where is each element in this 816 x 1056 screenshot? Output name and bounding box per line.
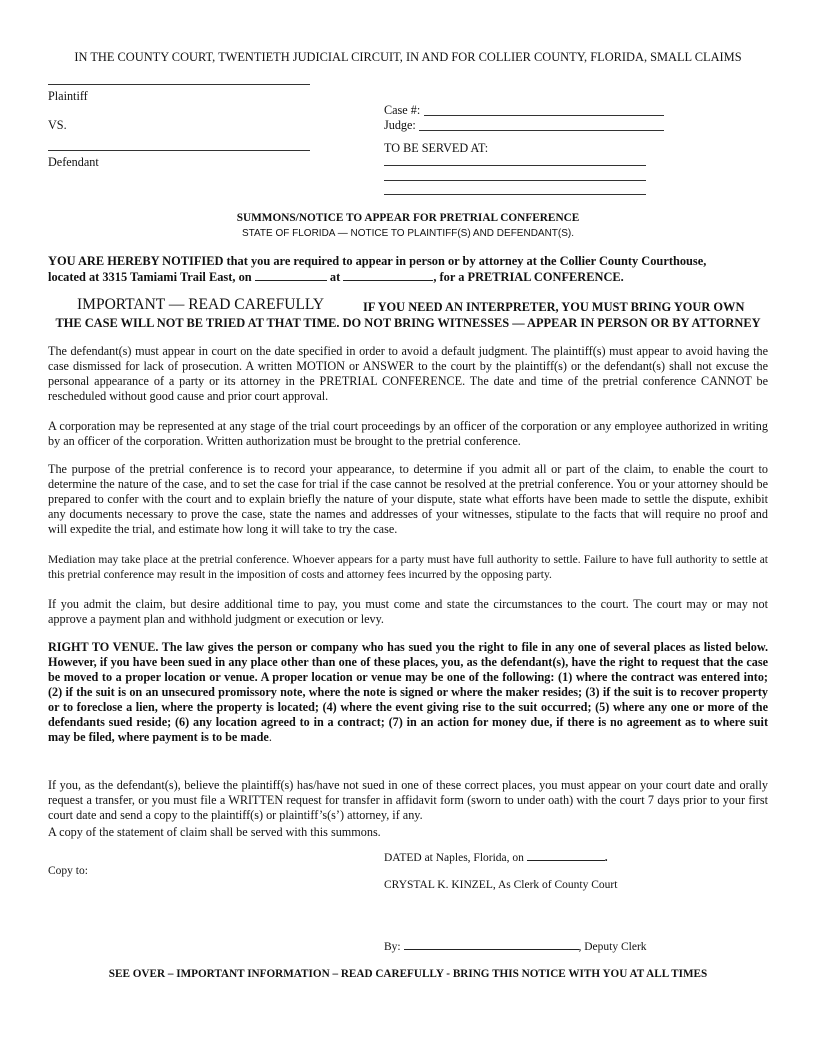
plaintiff-line[interactable] — [48, 84, 310, 85]
defendant-line[interactable] — [48, 150, 310, 151]
paragraph-corporation: A corporation may be represented at any stage of the trial court proceedings by an officer of the corporation or any employee authorized in writing by an officer of the corporation. Written authorization must be brought to the pretrial conference. — [48, 419, 768, 448]
conference-date-field[interactable] — [255, 269, 327, 281]
case-number-field[interactable] — [424, 115, 664, 116]
paragraph-transfer: If you, as the defendant(s), believe the plaintiff(s) has/have not sued in one of these correct places, you must appear on your court date and orally request a transfer, or you must file a WRITTEN request for transfer in affidavit form (sworn to under oath) with the court 7 days prior to your first court date and send a copy to the plaintiff(s) or plaintiff’s(s’) attorney, if any. — [48, 778, 768, 822]
document-subtitle: STATE OF FLORIDA — NOTICE TO PLAINTIFF(S) AND DEFENDANT(S). — [241, 228, 575, 239]
notice-line-2 — [48, 269, 624, 285]
dated-line — [384, 849, 608, 866]
no-trial-notice: THE CASE WILL NOT BE TRIED AT THAT TIME. DO NOT BRING WITNESSES — APPEAR IN PERSON OR BY ATTORNEY — [55, 316, 761, 330]
notice-location: located at 3315 Tamiami Trail East, on — [48, 270, 252, 284]
deputy-signature-field[interactable] — [404, 938, 579, 950]
case-number-label: Case #: — [384, 103, 421, 117]
paragraph-mediation: Mediation may take place at the pretrial conference. Whoever appears for a party must have full authority to settle. Failure to have full authority to settle at this pretrial conference may result in the imposition of costs and attorney fees incurred by the opposing party. — [48, 554, 768, 581]
paragraph-venue — [48, 640, 768, 745]
paragraph-purpose: The purpose of the pretrial conference is to record your appearance, to determine if you admit all or part of the claim, to enable the court to determine the nature of the case, and to set the case for trial if the case cannot be resolved at the pretrial conference. You or your attorney should be prepared to confer with the court and to explain briefly the nature of your dispute, state what efforts have been made to settle the dispute, exhibit any documents necessary to prove the case, state the names and addresses of your witnesses, stipulate to the facts that will require no proof and will expedite the trial, and estimate how long it will take to try the case. — [48, 462, 768, 536]
court-title: IN THE COUNTY COURT, TWENTIETH JUDICIAL CIRCUIT, IN AND FOR COLLIER COUNTY, FLORIDA, SMALL CLAIMS — [74, 50, 742, 64]
venue-text: RIGHT TO VENUE. The law gives the person or company who has sued you the right to file in any one of several places as listed below. However, if you have been sued in any place other than one of these places, you, as the defendant(s), have the right to request that the case be moved to a proper location or venue. A proper location or venue may be one of the following: (1) where the contract was entered into; (2) if the suit is on an unsecured promissory note, where the note is signed or where the maker resides; (3) if the suit is to recover property or to foreclose a lien, where the property is located; (4) where the event giving rise to the suit occurred; (5) where any one or more of the defendants sued reside; (6) any location agreed to in a contract; (7) in an action for money due, if there is no agreement as to where suit may be filed, where payment is to be made — [48, 640, 768, 744]
notice-at: at — [329, 270, 341, 284]
paragraph-appearance: The defendant(s) must appear in court on the date specified in order to avoid a default judgment. The plaintiff(s) must appear to avoid having the case dismissed for lack of prosecution. A written MOTION or ANSWER to the court by the plaintiff(s) or the defendant(s) shall not excuse the personal appearance of a party or its attorney in the PRETRIAL CONFERENCE. The date and time of the pretrial conference CANNOT be rescheduled without good cause and prior court approval. — [48, 344, 768, 403]
to-be-served-label: TO BE SERVED AT: — [384, 141, 489, 155]
signature-line — [384, 938, 647, 955]
document-title: SUMMONS/NOTICE TO APPEAR FOR PRETRIAL CONFERENCE — [236, 212, 580, 224]
interpreter-notice: IF YOU NEED AN INTERPRETER, YOU MUST BRING YOUR OWN — [363, 300, 745, 314]
copy-to-label: Copy to: — [48, 865, 88, 877]
notice-line-1: YOU ARE HEREBY NOTIFIED that you are required to appear in person or by attorney at the Collier County Courthouse, — [48, 254, 707, 268]
deputy-clerk-label: , Deputy Clerk — [578, 941, 647, 953]
important-heading: IMPORTANT — READ CAREFULLY — [77, 296, 325, 313]
dated-end: . — [604, 852, 608, 864]
clerk-name: CRYSTAL K. KINZEL, As Clerk of County Court — [384, 879, 618, 891]
paragraph-admit-claim: If you admit the claim, but desire additional time to pay, you must come and state the circumstances to the court. The court may or may not approve a payment plan and withhold judgment or execution or levy. — [48, 597, 768, 626]
notice-end: , for a PRETRIAL CONFERENCE. — [433, 270, 624, 284]
defendant-label: Defendant — [48, 155, 99, 169]
dated-label: DATED at Naples, Florida, on — [384, 852, 524, 864]
plaintiff-label: Plaintiff — [48, 89, 88, 103]
served-address-line-3[interactable] — [384, 194, 646, 195]
judge-label: Judge: — [384, 118, 416, 132]
venue-period: . — [268, 730, 272, 744]
served-address-line-1[interactable] — [384, 165, 646, 166]
conference-time-field[interactable] — [343, 269, 433, 281]
vs-label: VS. — [48, 118, 67, 132]
by-label: By: — [384, 941, 401, 953]
statement-of-claim-note: A copy of the statement of claim shall be served with this summons. — [48, 825, 381, 839]
judge-field[interactable] — [419, 130, 664, 131]
footer-note: SEE OVER – IMPORTANT INFORMATION – READ CAREFULLY - BRING THIS NOTICE WITH YOU AT ALL TIMES — [108, 968, 708, 980]
served-address-line-2[interactable] — [384, 180, 646, 181]
dated-field[interactable] — [527, 849, 605, 861]
